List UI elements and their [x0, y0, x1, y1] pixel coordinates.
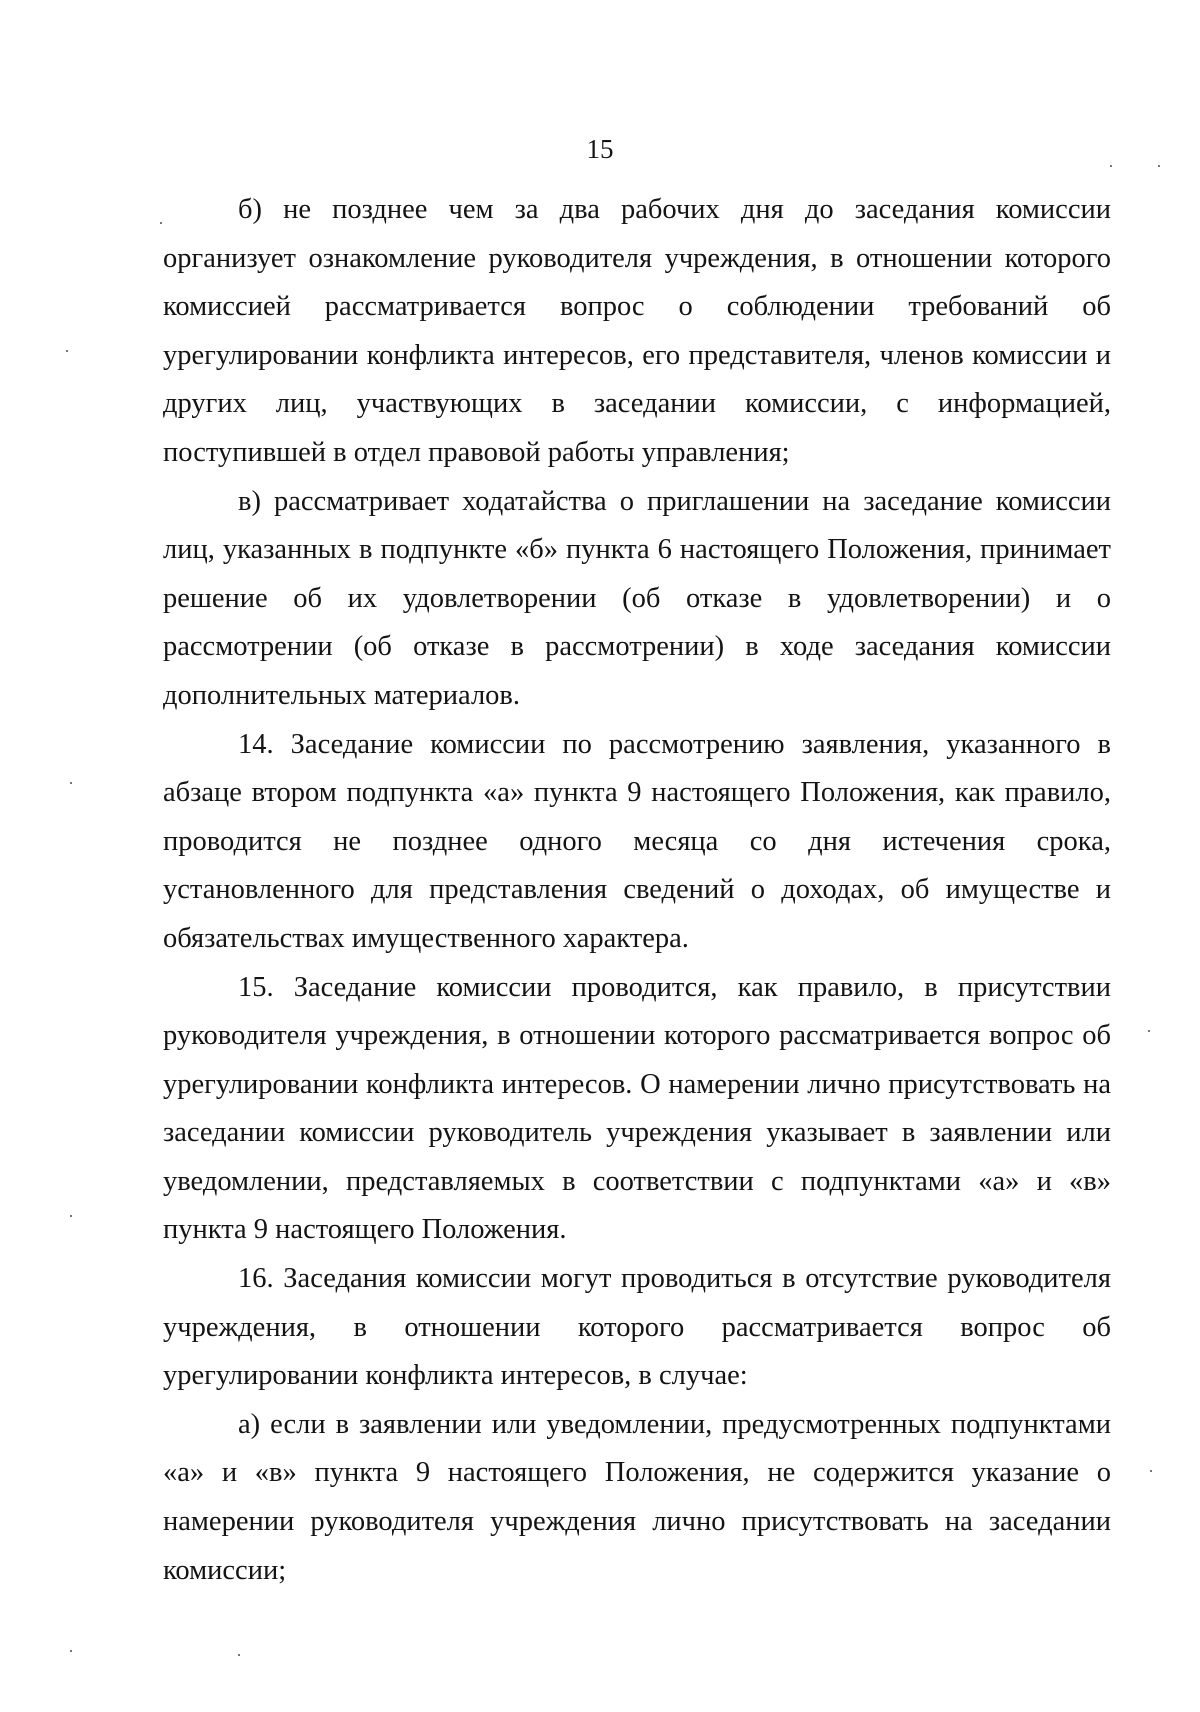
page-number: 15 — [586, 134, 614, 164]
scan-speck — [70, 1650, 72, 1652]
scan-speck — [1110, 165, 1112, 167]
scan-speck — [66, 350, 68, 352]
paragraph-14: 14. Заседание комиссии по рассмотрению заявления, указанного в абзаце втором подпункта «а» пункта 9 настоящего Положения, как правило, проводится не позднее одного месяца со дня истечения срока, установленного для представления сведений о доходах, об имуществе и обязательствах имущественного характера. — [163, 728, 1111, 954]
scan-speck — [238, 1654, 240, 1656]
scan-speck — [1148, 1030, 1150, 1032]
scan-speck — [1158, 165, 1160, 167]
paragraph-15: 15. Заседание комиссии проводится, как правило, в присутствии руководителя учреждения, в отношении которого рассматривается вопрос об урегулировании конфликта интересов. О намерении лично присутствовать на заседании комиссии руководитель учреждения указывает в заявлении или уведомлении, представляемых в соответствии с подпунктами «а» и «в» пункта 9 настоящего Положения. — [163, 971, 1111, 1246]
scan-speck — [1150, 1470, 1152, 1472]
scan-speck — [160, 222, 162, 224]
scan-speck — [70, 782, 72, 784]
paragraph-v: в) рассматривает ходатайства о приглашении на заседание комиссии лиц, указанных в подпункте «б» пункта 6 настоящего Положения, принимает решение об их удовлетворении (об отказе в удовлетворении) и о рассмотрении (об отказе в рассмотрении) в ходе заседания комиссии дополнительных материалов. — [163, 485, 1111, 711]
paragraph-16-a: а) если в заявлении или уведомлении, предусмотренных подпунктами «а» и «в» пункта 9 настоящего Положения, не содержится указание о намерении руководителя учреждения лично присутствовать на заседании комиссии; — [163, 1408, 1111, 1586]
paragraph-b: б) не позднее чем за два рабочих дня до заседания комиссии организует ознакомление руководителя учреждения, в отношении которого комиссией рассматривается вопрос о соблюдении требований об урегулировании конфликта интересов, его представителя, членов комиссии и других лиц, участвующих в заседании комиссии, с информацией, поступившей в отдел правовой работы управления; — [163, 194, 1111, 468]
scan-speck — [70, 1215, 72, 1217]
paragraph-16: 16. Заседания комиссии могут проводиться в отсутствие руководителя учреждения, в отношении которого рассматривается вопрос об урегулировании конфликта интересов, в случае: — [163, 1263, 1111, 1392]
document-body — [163, 186, 1111, 1595]
